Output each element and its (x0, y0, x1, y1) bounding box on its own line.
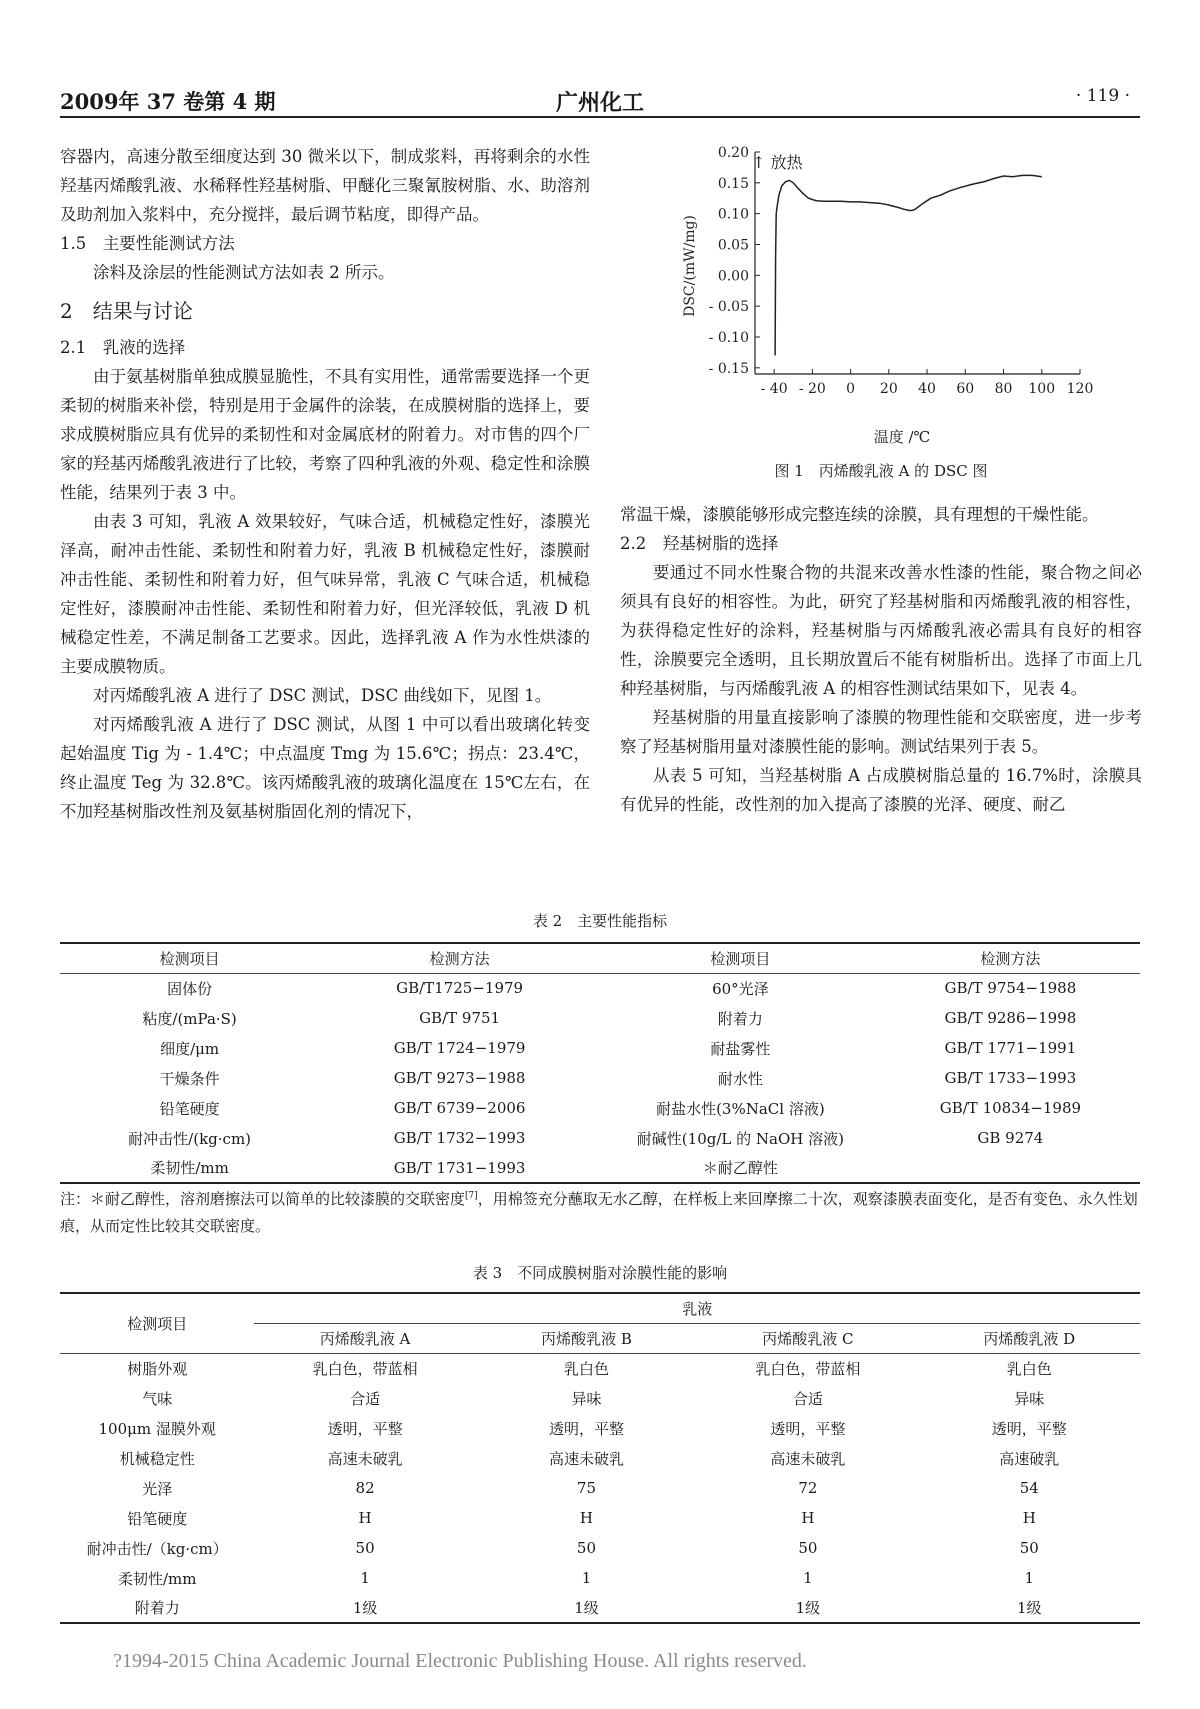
table-cell: 50 (355, 1539, 375, 1557)
table-cell: H (358, 1509, 372, 1527)
table-cell: 气味 (142, 1389, 173, 1408)
table-cell: GB/T 1731−1993 (393, 1158, 526, 1177)
table-header-cell: 丙烯酸乳液 B (476, 1323, 697, 1353)
table-cell: 1级 (795, 1599, 821, 1617)
x-tick-label: 80 (994, 381, 1013, 397)
y-tick-label: - 0.05 (708, 299, 749, 316)
table-cell: 72 (798, 1479, 818, 1497)
table-cell: 细度/μm (160, 1039, 220, 1058)
paragraph: 要通过不同水性聚合物的共混来改善水性漆的性能，聚合物之间必须具有良好的相容性。为此，研究了羟基树脂和丙烯酸乳液的相容性，为获得稳定性好的涂料，羟基树脂与丙烯酸乳液必需具有良好的相容性，涂膜要完全透明，且长期放置后不能有树脂析出。选择了市面上几种羟基树脂，与丙烯酸乳液 A 的相容性测试结果如下，见表 4。 (620, 563, 1142, 698)
table-cell: 1级 (352, 1599, 378, 1617)
section-heading-1-5: 1.5 主要性能测试方法 (60, 234, 235, 253)
table-header-cell: 丙烯酸乳液 A (254, 1323, 475, 1353)
table-row (60, 1063, 1140, 1093)
table-row (60, 1503, 1140, 1533)
table-cell: GB/T 1724−1979 (393, 1039, 526, 1057)
table-2 (60, 942, 1140, 1184)
section-heading-2-2: 2.2 羟基树脂的选择 (620, 534, 779, 553)
paragraph: 涂料及涂层的性能测试方法如表 2 所示。 (93, 263, 395, 282)
y-tick-label: - 0.15 (708, 360, 749, 377)
section-heading-2: 2 结果与讨论 (60, 299, 193, 323)
table-cell: 耐盐雾性 (710, 1039, 771, 1058)
chart-ticks (709, 145, 1094, 397)
table-cell: 乳白色 (1006, 1359, 1052, 1378)
table-cell: H (1022, 1509, 1036, 1527)
note-text: 注：＊耐乙醇性，溶剂磨擦法可以简单的比较漆膜的交联密度 (60, 1190, 466, 1208)
x-tick-label: - 20 (798, 381, 826, 397)
exothermic-annotation: ↑ 放热 (752, 153, 803, 172)
table-header-cell: 检测项目 (60, 943, 319, 973)
series-line-dsc (775, 175, 1042, 355)
table3-caption: 表 3 不同成膜树脂对涂膜性能的影响 (472, 1264, 728, 1282)
table-row (60, 1383, 1140, 1413)
table-cell: 1 (360, 1569, 370, 1587)
table-cell: 透明，平整 (991, 1419, 1067, 1438)
table-cell: ＊耐乙醇性 (702, 1159, 778, 1177)
dsc-chart (680, 145, 1094, 446)
reference-marker: [7] (465, 1191, 478, 1201)
paragraph: 常温干燥，漆膜能够形成完整连续的涂膜，具有理想的干燥性能。 (620, 505, 1099, 524)
table-cell (881, 1153, 1140, 1183)
y-tick-label: 0.20 (717, 145, 749, 161)
x-tick-label: 40 (918, 381, 936, 397)
table-cell: 1 (581, 1569, 592, 1587)
table-cell: 1 (1024, 1569, 1035, 1587)
x-tick-label: 120 (1066, 381, 1094, 397)
table-cell: 高速未破乳 (548, 1449, 624, 1468)
table-header-cell: 丙烯酸乳液 D (919, 1323, 1140, 1353)
table-header-row (60, 1293, 1140, 1323)
table-cell: GB/T 9754−1988 (944, 979, 1077, 998)
paragraph: 对丙烯酸乳液 A 进行了 DSC 测试，DSC 曲线如下，见图 1。 (93, 686, 552, 705)
y-axis-label: DSC/(mW/mg) (682, 215, 698, 317)
table-header-cell: 检测方法 (881, 943, 1140, 973)
table-row (60, 1153, 1140, 1183)
table-row (60, 1413, 1140, 1443)
table-cell: 耐水性 (717, 1069, 763, 1088)
table-cell: GB 9274 (977, 1129, 1044, 1147)
table-cell: 透明，平整 (548, 1419, 624, 1438)
table-cell: 机械稳定性 (119, 1449, 195, 1468)
y-tick-label: - 0.10 (708, 330, 749, 346)
x-tick-label: 100 (1028, 381, 1056, 397)
table-row (60, 1533, 1140, 1563)
right-column (620, 500, 1142, 819)
table-cell: 耐冲击性/(kg·cm) (128, 1129, 252, 1148)
table-cell: 乳白色，带蓝相 (755, 1359, 861, 1378)
table-header-cell: 检测项目 (60, 1293, 254, 1353)
page-header (60, 86, 1140, 118)
table-cell: 54 (1019, 1479, 1039, 1497)
y-tick-label: 0.00 (717, 268, 749, 285)
table-cell: 异味 (571, 1389, 602, 1408)
table-row (60, 973, 1140, 1003)
table-cell: GB/T 9273−1988 (393, 1069, 526, 1087)
table-cell: GB/T1725−1979 (396, 979, 524, 998)
copyright-footer: ?1994-2015 China Academic Journal Electronic Publishing House. All rights reserved. (113, 1650, 807, 1672)
table-header-cell: 检测方法 (319, 943, 600, 973)
table-cell: GB/T 6739−2006 (393, 1099, 526, 1117)
table-cell: 高速破乳 (999, 1449, 1060, 1468)
table-header-cell: 检测项目 (600, 943, 881, 973)
table-cell: 异味 (1014, 1389, 1045, 1408)
table-row (60, 1443, 1140, 1473)
table2-note (60, 1183, 1140, 1240)
table-cell: 粘度/(mPa·S) (142, 1009, 237, 1028)
table-cell: H (579, 1509, 594, 1527)
y-tick-label: 0.05 (717, 237, 749, 254)
table-row (60, 1123, 1140, 1153)
table-cell: 乳白色，带蓝相 (312, 1359, 418, 1378)
paragraph: 由于氨基树脂单独成膜显脆性，不具有实用性，通常需要选择一个更柔韧的树脂来补偿，特别是用于金属件的涂装，在成膜树脂的选择上，要求成膜树脂应具有优异的柔韧性和对金属底材的附着力。对市售的四个厂家的羟基丙烯酸乳液进行了比较，考察了四种乳液的外观、稳定性和涂膜性能，结果列于表 3 中。 (60, 367, 590, 502)
table-cell: GB/T 1771−1991 (944, 1039, 1077, 1057)
table-cell: 耐冲击性/（kg·cm） (86, 1539, 228, 1558)
table-row (60, 1563, 1140, 1593)
paragraph: 从表 5 可知，当羟基树脂 A 占成膜树脂总量的 16.7%时，涂膜具有优异的性能，改性剂的加入提高了漆膜的光泽、硬度、耐乙 (620, 766, 1142, 814)
table-cell: 乳白色 (563, 1359, 609, 1378)
x-tick-label: - 40 (760, 381, 788, 397)
table-cell: 75 (576, 1479, 597, 1497)
table-cell: H (801, 1509, 815, 1527)
table-3 (60, 1292, 1140, 1624)
table-row (60, 1593, 1140, 1623)
paragraph: 羟基树脂的用量直接影响了漆膜的物理性能和交联密度，进一步考察了羟基树脂用量对漆膜性能的影响。测试结果列于表 5。 (620, 708, 1142, 756)
table-cell: 耐碱性(10g/L 的 NaOH 溶液) (636, 1129, 844, 1148)
table-row (60, 1003, 1140, 1033)
table-cell: 铅笔硬度 (159, 1099, 220, 1118)
paragraph: 容器内，高速分散至细度达到 30 微米以下，制成浆料，再将剩余的水性羟基丙烯酸乳液、水稀释性羟基树脂、甲醚化三聚氰胺树脂、水、助溶剂及助剂加入浆料中，充分搅拌，最后调节粘度，即得产品。 (60, 147, 590, 224)
table-row (60, 1353, 1140, 1383)
table-cell: 1级 (574, 1599, 599, 1617)
table-cell: 附着力 (134, 1599, 180, 1617)
figure-caption: 图 1 丙烯酸乳液 A 的 DSC 图 (774, 462, 988, 480)
table-cell: GB/T 1733−1993 (944, 1069, 1077, 1087)
table-cell: 耐盐水性(3%NaCl 溶液) (656, 1099, 825, 1118)
table-cell: 透明，平整 (327, 1419, 403, 1438)
table-cell: 82 (355, 1479, 375, 1497)
x-tick-label: 20 (879, 381, 898, 397)
table-cell: GB/T 9286−1998 (944, 1009, 1077, 1027)
table-cell: GB/T 10834−1989 (939, 1099, 1082, 1117)
section-heading-2-1: 2.1 乳液的选择 (60, 338, 186, 357)
table-cell: 高速未破乳 (327, 1449, 403, 1468)
table-cell: 50 (1019, 1539, 1039, 1557)
table-cell: 固体份 (167, 979, 213, 998)
journal-title: 广州化工 (555, 90, 644, 116)
y-tick-label: 0.15 (717, 175, 749, 192)
table-cell: 60°光泽 (712, 979, 769, 998)
x-axis-label: 温度 /℃ (873, 428, 931, 446)
table-cell: 50 (576, 1539, 597, 1557)
table-cell: GB/T 1732−1993 (393, 1129, 526, 1147)
table-cell: 附着力 (717, 1009, 763, 1028)
chart-axes (755, 152, 1080, 374)
page-number: · 119 · (1075, 86, 1130, 106)
table-cell: 树脂外观 (127, 1359, 188, 1378)
left-column (60, 142, 590, 826)
table-cell: 干燥条件 (159, 1069, 220, 1088)
table-cell: 100μm 湿膜外观 (98, 1419, 216, 1438)
x-tick-label: 60 (956, 381, 975, 397)
table-header-row (60, 943, 1140, 973)
table-cell: 光泽 (142, 1479, 173, 1498)
table-cell: 高速未破乳 (770, 1449, 846, 1468)
table-header-cell: 丙烯酸乳液 C (697, 1323, 918, 1353)
table-cell: 合适 (350, 1389, 381, 1408)
table-row (60, 1473, 1140, 1503)
y-tick-label: 0.10 (717, 206, 749, 223)
table-cell: 合适 (792, 1389, 823, 1408)
table-cell: GB/T 9751 (419, 1009, 501, 1027)
table-group-header: 乳液 (682, 1299, 713, 1318)
journal-issue: 2009年 37 卷第 4 期 (60, 89, 276, 114)
table2-caption: 表 2 主要性能指标 (532, 912, 668, 930)
table-cell: 50 (798, 1539, 818, 1557)
table-cell: 透明，平整 (770, 1419, 846, 1438)
table-row (60, 1093, 1140, 1123)
table-row (60, 1033, 1140, 1063)
paragraph: 由表 3 可知，乳液 A 效果较好，气味合适，机械稳定性好，漆膜光泽高，耐冲击性能、柔韧性和附着力好，乳液 B 机械稳定性好，漆膜耐冲击性能、柔韧性和附着力好，但气味异常，乳液 C 气味合适，机械稳定性好，漆膜耐冲击性能、柔韧性和附着力好，但光泽较低，乳液 D 机械稳定性差，不满足制备工艺要求。因此，选择乳液 A 作为水性烘漆的主要成膜物质。 (60, 512, 590, 676)
note-text: ，用棉签充分蘸取无水乙醇，在样板上来回摩擦二十次，观察漆膜表面变化，是否有变色、永久性划痕，从而定性比较其交联密度。 (60, 1190, 1138, 1235)
table-cell: 1 (803, 1569, 813, 1587)
table-cell: 柔韧性/mm (150, 1159, 229, 1177)
table-cell: 柔韧性/mm (117, 1569, 197, 1588)
table-cell: 1级 (1017, 1599, 1042, 1617)
table-cell: 铅笔硬度 (127, 1509, 188, 1528)
x-tick-label: 0 (846, 381, 856, 397)
paragraph: 对丙烯酸乳液 A 进行了 DSC 测试，从图 1 中可以看出玻璃化转变起始温度 Tig 为 - 1.4℃；中点温度 Tmg 为 15.6℃；拐点：23.4℃，终止温度 Teg 为 32.8℃。该丙烯酸乳液的玻璃化温度在 15℃左右，在不加羟基树脂改性剂及氨基树脂固化剂的情况下， (60, 715, 590, 821)
